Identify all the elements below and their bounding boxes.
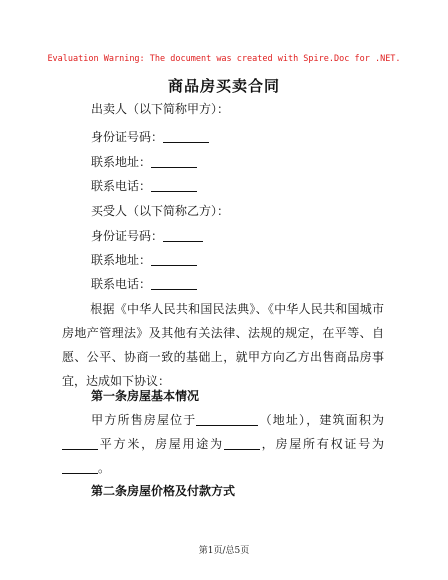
buyer-heading: 买受人（以下简称乙方）： <box>91 204 230 218</box>
article1-text-e: 。 <box>98 461 111 475</box>
page-footer: 第1页/总5页 <box>198 546 250 556</box>
article1-text-a: 甲方所售房屋位于 <box>90 413 197 427</box>
buyer-address-label: 联系地址： <box>91 253 152 267</box>
area-blank[interactable] <box>62 437 98 450</box>
seller-address-label: 联系地址： <box>91 155 152 169</box>
article1-heading: 第一条房屋基本情况 <box>91 389 200 403</box>
intro-paragraph <box>62 297 384 393</box>
intro-text: 根据《中华人民共和国民法典》、《中华人民共和国城市房地产管理法》及其他有关法律、法规的规定，在平等、自愿、公平、协商一致的基础上，就甲方向乙方出售商品房事宜，达成如下协议： <box>62 302 384 388</box>
buyer-id-label: 身份证号码： <box>91 229 164 243</box>
seller-id-label: 身份证号码： <box>91 130 164 144</box>
seller-id-blank[interactable] <box>163 130 209 143</box>
buyer-address-blank[interactable] <box>151 253 197 266</box>
article1-paragraph <box>62 408 384 480</box>
seller-phone-row <box>91 179 197 193</box>
location-blank[interactable] <box>196 413 258 426</box>
seller-phone-label: 联系电话： <box>91 179 152 193</box>
article1-text-b: （地址），建筑面积为 <box>258 413 384 427</box>
article1-text-d: ，房屋所有权证号为 <box>259 437 384 451</box>
article1-text-c: 平方米，房屋用途为 <box>98 437 224 451</box>
buyer-phone-row <box>91 277 197 291</box>
seller-address-row <box>91 155 197 169</box>
seller-heading: 出卖人（以下简称甲方）： <box>91 102 230 116</box>
buyer-id-row <box>91 229 203 243</box>
seller-phone-blank[interactable] <box>151 179 197 192</box>
buyer-phone-blank[interactable] <box>151 277 197 290</box>
seller-id-row <box>91 130 209 144</box>
buyer-phone-label: 联系电话： <box>91 277 152 291</box>
article2-heading: 第二条房屋价格及付款方式 <box>91 484 236 498</box>
evaluation-warning: Evaluation Warning: The document was created with Spire.Doc for .NET. <box>47 54 401 64</box>
seller-address-blank[interactable] <box>151 155 197 168</box>
buyer-id-blank[interactable] <box>163 229 203 242</box>
usage-blank[interactable] <box>224 437 260 450</box>
contract-title: 商品房买卖合同 <box>167 77 280 95</box>
certificate-blank[interactable] <box>62 461 98 474</box>
buyer-address-row <box>91 253 197 267</box>
